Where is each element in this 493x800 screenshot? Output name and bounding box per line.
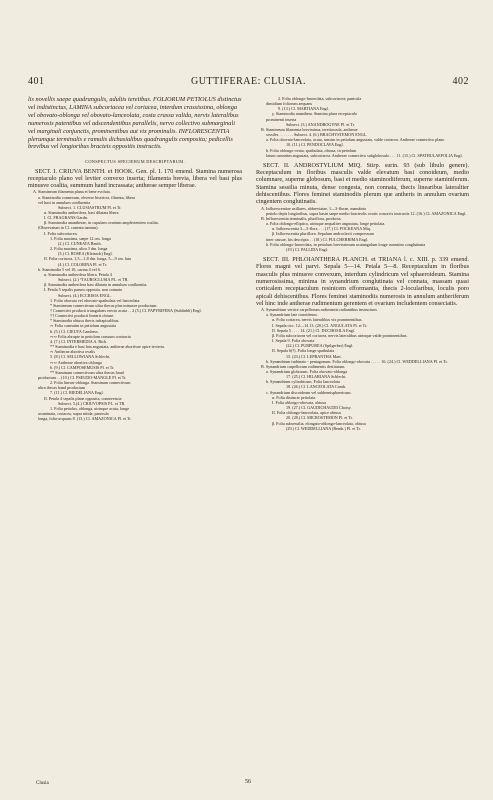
key-line: I. Petala 5 sepalis parum opposita, non connata bbox=[44, 287, 122, 293]
key-line: b. Folia oblongo-lanceolata, in petiolum brevissimum acutangulum longe cuneatim conglutinata bbox=[266, 241, 426, 247]
key-line: 5. (8.) Cl. SELLOWIANA Schlecht. bbox=[50, 354, 111, 360]
key-line: II. Sepala 5 . . . . 14. (21.) Cl. DUCHOSILA Engl. bbox=[272, 327, 356, 333]
key-line: 17. (25.) Cl. HILARIANA Schlecht. bbox=[286, 374, 347, 380]
key-line: II. Sepala 6(?). Folia longe spathulata bbox=[272, 348, 335, 354]
key-line: ∾∾ Antherae abortiva oblonga bbox=[50, 359, 102, 365]
key-line: a. Synandrium globosum. Folia obovato-oblonga bbox=[266, 369, 348, 375]
key-line: sessiles . . . . . . . Subsect. 4. (6.) BRACHYSTEMON ENGL. bbox=[266, 132, 368, 138]
key-line: β. Staminodia anantherae, in cupulam ovarium amplectentem coalita. bbox=[44, 220, 159, 226]
key-line: petiolo depis longioribus, supra basin saepe medio bracteolis ovatis concavis instructis 12. (16.) Cl. AMAZONICA Engl. bbox=[266, 210, 467, 216]
key-line: latum cuneatim angustata, subcoriacea. Antherae connectivo subglobosulo . . . 11. (15.) Cl. SPATHULAEFOLIA Engl. bbox=[266, 152, 463, 158]
key-line: 6. (5.) Cl. CIEUTA Cambess. bbox=[50, 328, 99, 334]
right-key-top bbox=[256, 96, 469, 158]
key-line: II. Petala 4 sepalis plane opposita, connivencia bbox=[44, 395, 122, 401]
key-line: ∾ Folia cuneatim in petiolum angustata bbox=[50, 323, 116, 329]
key-line: 20. (28.) Cl. MICROSTEMON Pl. et Tr. bbox=[286, 415, 353, 421]
key-line: A. Stamineum filamenta plana et bene evoluta. bbox=[33, 189, 111, 195]
genus-description: lis novellis saepe quadrangulis, adultis teretibus. FOLIORUM PETIOLUS distinctus vel indistinctus, LAMINA subcoriacea vel coriacea, interdum crassissima, oblonga vel obovato-oblonga vel obovato-lanceolata, costa crassa valida, nervis lateralibus numerosis patentibus vel adscendentibus parallelis, nervo collectivo submarginali vel marginali conjunctis, prominentibus aut vix prominulis. INFLORESCENTIA plerumque terminalis e ramulis dichasialibus quadrangulis composita; pedicellis brevibus vel longioribus bracteis oppositis instructis. bbox=[28, 96, 242, 151]
key-line: prominenti inserta bbox=[266, 116, 297, 122]
right-page-number: 402 bbox=[452, 76, 469, 87]
key-line: b. Staminodia 5 vel 10, carina 4 vel 6. bbox=[38, 266, 101, 272]
footer-sheet-number: 56 bbox=[245, 779, 251, 785]
key-line: 1. Folia maxima, saepe 12 cm. longa bbox=[50, 235, 111, 241]
key-line: 2. Folia oblongo-lanceolata, subcoriacea; panicula bbox=[278, 96, 362, 101]
key-line: b. Folia oblongo-ovata, spathulata, obtusa, in petiolum bbox=[266, 147, 357, 153]
section-phloianthera: SECT. III. PHLOIANTHERA PLANCH. et TRIANA l. c. XIII. p. 339 emend. Flores magni vel parvi. Sepala 5—14. Petala 5—8. Receptaculum in floribus masculis plus minusve convexum, interdum cylindricum vel sphaeroideum. Stamina numerosissima, minima in synandrium conglutinata vel connata, massam quasi corticalem receptaculum resinicem efformantia, thecis 2-locularibus, loculis poro apicali dehiscentibus. Flores feminei staminodiis numerosis in annulum antheriferum vel hinc inde antherae rudimentum gerentem et ovarium includentem conseciatis. bbox=[256, 256, 469, 307]
key-line: (4.) Cl. COLORINA Pl. et Tr. bbox=[58, 261, 108, 267]
key-line: α. Folia coriacea, nervis lateralibus vix prominentibus. bbox=[272, 317, 363, 323]
key-line: † Connectivi producti triangularis erecto acuta . . 2 (5.) Cl. PAPYRIFERA (Sublinbli) Engl. bbox=[50, 307, 202, 313]
key-line: I. Cl. FRAGRANS Gardn. bbox=[44, 215, 88, 221]
left-page-number: 401 bbox=[28, 76, 45, 87]
key-line: * Stamineum connectivum ultra thecas plus minusve productum. bbox=[50, 302, 158, 308]
key-line: (3.) Cl. ROSEA (Kleinsch) Engl. bbox=[58, 251, 113, 257]
key-line: 1. Folia obovata vel obovato-spathulata vel lanceolata. bbox=[50, 297, 141, 303]
key-line: (Observatum in Cl. cuneata tantum). bbox=[38, 225, 99, 231]
key-line: b. Synandrium cylindricum. Folia lanceolata bbox=[266, 379, 340, 385]
key-line: 10. (11.) Cl. PENDOCLAVA Engl. bbox=[286, 142, 344, 148]
key-line: dimidium foliorum aequans bbox=[266, 101, 312, 107]
key-line: * Staminodia obtusa thecis infrapicalibus. bbox=[50, 318, 120, 324]
key-line: 6. (9.) Cl. CAMPOSEMUSIS Pl. et Tr. bbox=[50, 364, 115, 370]
key-line: I. Folia subcoriacea. bbox=[44, 230, 78, 236]
right-key-mid bbox=[256, 206, 469, 252]
key-line: inter causae, his descripta . . (18.) Cl. PULCHERRIMA Engl. bbox=[266, 236, 369, 242]
running-title: GUTTIFERAE: CLUSIA. bbox=[190, 76, 307, 87]
footer-signature: Clusia bbox=[36, 781, 49, 786]
key-line: B. Synandrium carpellorum rudimentis destitutum. bbox=[261, 363, 346, 369]
key-line: (2.) Cl. CUNEATA Benth. bbox=[58, 240, 102, 246]
key-line: a. Synandrium late conoideum. bbox=[266, 312, 318, 318]
key-line: (29.) Cl. WEDDELLIANA (Benth.) Pl. et Tr. bbox=[286, 425, 361, 431]
key-line: a. Folia oblongo-elliptica, utrinque aequaliter angustata, longe petiolata. bbox=[266, 221, 386, 227]
key-line: β. Staminodia antherifera basi dilatata in annulum confluentia. bbox=[44, 282, 148, 288]
key-line: II. Folia coriacea, 1,5—1,8 dm. longa, 5—9 cm. lata bbox=[44, 256, 131, 262]
key-line: Subsect. (3.) ANANDROGYNE Pl. et Tr. bbox=[286, 121, 355, 127]
conspectus-heading: CONSPECTUS SPECIERUM DESCRIPTARUM. bbox=[85, 159, 185, 165]
key-line: ** Staminodia e basi lata angustata, antherae abortivae apice tecterta. bbox=[50, 344, 165, 350]
key-line: γ. Staminodia anantherа. Stamina plura receptaculo bbox=[272, 111, 358, 117]
key-line: ** Staminum connectivum ultra thecas haud bbox=[50, 369, 124, 375]
key-line: I. Folia oblongo-obovata, obtusa bbox=[272, 399, 326, 405]
key-line: Subsect. (4.) ECCRISIA ENGL. bbox=[58, 292, 112, 298]
key-line: Subsect. 1. CLUSIASTRUM Pl. et Tr. bbox=[58, 204, 122, 210]
section-androstylium: SECT. II. ANDROSTYLIUM MIQ. Stirp. surin. 93 (sub libulo genere). Receptaculum in floribus masculis valde elevatum basi conoideum, medio columnare, superne globosum, basi et medio staminodiiferum, superne staminiferum. Stamina sessilia minuta, dense congesta, non connata, thecis linearibus lateraliter dehiscentibus. Flores feminei staminodiis plerum que antheris in annulum ovarium cingentem conglutinatis. bbox=[256, 161, 469, 206]
key-line: 4. (7.) Cl. INTERMEDIA A. Rich. bbox=[50, 338, 108, 344]
left-column bbox=[28, 96, 242, 421]
key-line: 9. (13.) Cl. MARTIANA Engl. bbox=[278, 106, 329, 112]
key-line: I. Sepala circ. 12—14 13. (20.) Cl. ANGULATA Pl. et Tr. bbox=[272, 322, 368, 328]
key-line: (22.) Cl. PURPUREA (Spilgerber) Engl. bbox=[286, 343, 354, 349]
key-line: 2. Folia maxima, ultra 3 dm. longa bbox=[50, 246, 108, 252]
right-column bbox=[256, 96, 469, 431]
key-line: 2. Folia lineari-oblonga. Staminum connectivum bbox=[50, 380, 131, 386]
key-line: A. Synandrium vertice carpellorum rudimentis radiantibus instructum. bbox=[261, 307, 378, 313]
key-line: α. Inflorescentia 3—5-flora . . . (17.) Cl. FOCKEANA Miq. bbox=[272, 226, 371, 232]
key-line: α. Staminodia antherifera libera. Petala 4 bbox=[44, 271, 112, 277]
section-criuva: SECT. I. CRIUVA BENTH. et HOOK. Gen. pl. I. 170 emend. Stamina numerosa receptaculo plano vel leviter convexo inserta; filamenta brevia, libera vel basi plus minusve coalita, summum hand incrassata; antherae semper liberae. bbox=[28, 167, 242, 190]
key-line: a. Folia obovato-lanceolata, acuta, sensim in petiolum angustata, valde coriacea. Antherae connectivo plano bbox=[266, 137, 445, 143]
key-line: a. Staminodia connexum, obverse bisericta, filaenta, libera bbox=[38, 194, 136, 200]
key-line: Subsect. (2.) °TAUROCLUSIA PL. et TR. bbox=[58, 277, 129, 283]
key-line: 7. (11.) Cl. RIEDELIANA Engl. bbox=[50, 390, 104, 396]
key-line: β. Inflorescentia pluriflora. Sepalum androclavii compressum bbox=[272, 231, 374, 237]
key-line: †† Connectivi producti linearis obtuse. bbox=[50, 313, 115, 319]
key-line: Subsect. 5.(4.) CRIUVOPSIS PL. et TR. bbox=[58, 400, 126, 406]
key-line: 18. (26.) Cl. LANCEOLATA Camb. bbox=[286, 384, 346, 390]
key-line: ultra thecas hand productum bbox=[38, 385, 86, 391]
key-line: A. Inflorescentiae axillares, abbreviatae, 1—3-florae, manubrio bbox=[261, 205, 367, 211]
key-line: β. Folia subsessilia, elongato-oblongo-lanceolata, obtusa bbox=[272, 420, 366, 426]
key-line: B. Stamineum filamenta brevissima, teretiuscula, antherae bbox=[261, 126, 358, 132]
key-line: 15. (23.) Cl. LEPRANTHA Mart. bbox=[286, 353, 342, 359]
key-line: 19. (27.) Cl. GAUDICHAUDII Choisy. bbox=[286, 405, 352, 411]
key-line: 1. Folia petiolus, oblonga, utrinque acuta, longe bbox=[50, 405, 130, 411]
key-line: productum . . (10.) Cl. PSEUDO-MANGLE Pl. et Tr. bbox=[38, 375, 127, 381]
key-line: B. Inflorescentia terminalis, pluriflora, producta. bbox=[261, 215, 342, 221]
key-line: ∾ Antherae abortiva ovalis bbox=[50, 349, 95, 355]
key-line: II. Folia oblongo-lanceolata, apice obtusa bbox=[272, 410, 341, 416]
key-line: I. Sepala 9. Folia obovata bbox=[272, 338, 315, 344]
key-line: β. Folia subcoriacea vel coriacea, nervis lateralibus utrinque valde prominentibus. bbox=[272, 332, 408, 338]
key-line: ∾∾ Folia abrupte in petiolum crassum contracta bbox=[50, 333, 131, 339]
key-line: (19.) Cl. PALLIDA Engl. bbox=[286, 246, 328, 252]
key-line: acuminata, coriacea, supra nitida; panicula bbox=[38, 411, 109, 417]
right-key-bottom bbox=[256, 307, 469, 431]
running-header bbox=[28, 76, 469, 90]
left-key-lines bbox=[28, 189, 242, 421]
key-line: α. Staminodia antherifera, basi dilatata libera bbox=[44, 210, 119, 216]
key-line: longa, folia-acquans 8. (13.) Cl. AMAZONICA Pl. et Tr. bbox=[38, 416, 132, 422]
key-line: b. Synandrium turbinato - pentagonum. Folia oblongo-obovata . . . . . 16. (24.) Cl. WEDDELLIANA Pl. et Tr. bbox=[266, 358, 448, 364]
key-line: vel basi in annulum confluentia bbox=[38, 199, 91, 205]
key-line: c. Synandrium discoideum vel subhemisphaericum. bbox=[266, 389, 352, 395]
key-line: α. Folia distincte petiolata. bbox=[272, 394, 317, 400]
